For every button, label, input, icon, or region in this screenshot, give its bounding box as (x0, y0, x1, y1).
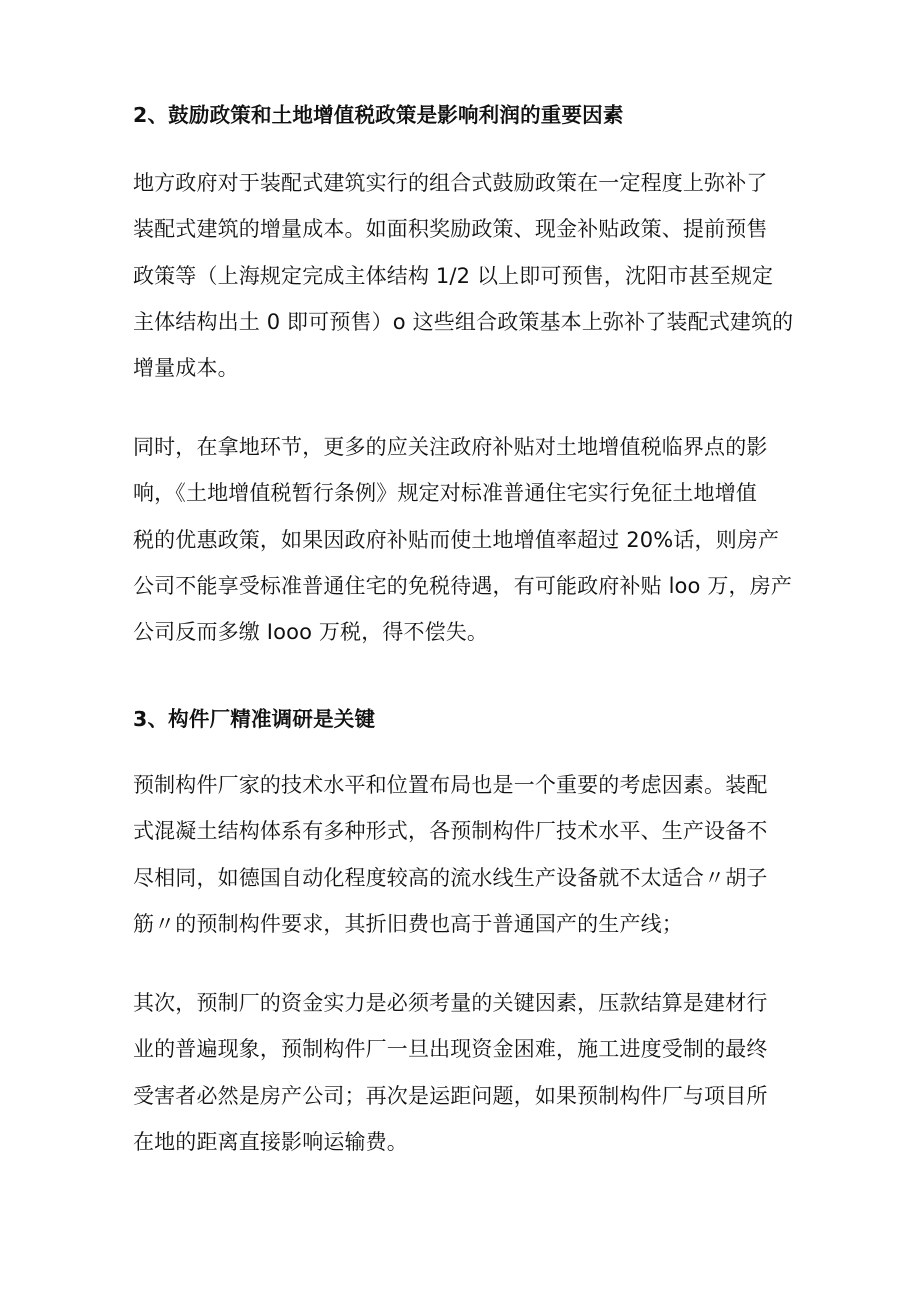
paragraph-line: 公司不能享受标准普通住宅的免税待遇，有可能政府补贴 loo 万，房产 (133, 573, 792, 598)
paragraph-line: 筋〃的预制构件要求，其折旧费也高于普通国产的生产线； (133, 911, 683, 936)
paragraph-land-tax (133, 424, 813, 655)
paragraph-line: 地方政府对于装配式建筑实行的组合式鼓励政策在一定程度上弥补了 (133, 171, 768, 195)
paragraph-line: 政策等（上海规定完成主体结构 1/2 以上即可预售，沈阳市甚至规定 (133, 263, 774, 288)
paragraph-line: 在地的距离直接影响运输费。 (133, 1129, 408, 1154)
paragraph-line: 其次，预制厂的资金实力是必须考量的关键因素，压款结算是建材行 (133, 991, 768, 1015)
paragraph-line: 公司反而多缴 Iooo 万税，得不偿失。 (133, 620, 489, 645)
paragraph-line: 装配式建筑的增量成本。如面积奖励政策、现金补贴政策、提前预售 (133, 217, 768, 242)
paragraph-line: 同时，在拿地环节，更多的应关注政府补贴对土地增值税临界点的影 (133, 435, 768, 459)
paragraph-factory-funding (133, 980, 813, 1165)
paragraph-line: 尽相同，如德国自动化程度较高的流水线生产设备就不太适合〃胡子 (133, 865, 768, 890)
paragraph-line: 式混凝土结构体系有多种形式，各预制构件厂技术水平、生产设备不 (133, 819, 768, 844)
section-heading-policy: 2、鼓励政策和土地增值税政策是影响利润的重要因素 (133, 103, 624, 127)
paragraph-line: 响，《土地增值税暂行条例》规定对标准普通住宅实行免征土地增值 (133, 481, 757, 506)
paragraph-incentive-policy (133, 160, 813, 391)
section-heading-factory-research: 3、构件厂精准调研是关键 (133, 707, 376, 731)
paragraph-line: 主体结构出土 0 即可预售）o 这些组合政策基本上弥补了装配式建筑的 (133, 309, 794, 334)
paragraph-line: 预制构件厂家的技术水平和位置布局也是一个重要的考虑因素。装配 (133, 773, 768, 797)
paragraph-line: 受害者必然是房产公司；再次是运距问题，如果预制构件厂与项目所 (133, 1083, 768, 1108)
paragraph-line: 业的普遍现象，预制构件厂一旦出现资金困难，施工进度受制的最终 (133, 1037, 768, 1062)
paragraph-factory-technology (133, 762, 813, 947)
paragraph-line: 增量成本。 (133, 356, 239, 381)
paragraph-line: 税的优惠政策，如果因政府补贴而使土地增值率超过 20%话，则房产 (133, 527, 780, 552)
